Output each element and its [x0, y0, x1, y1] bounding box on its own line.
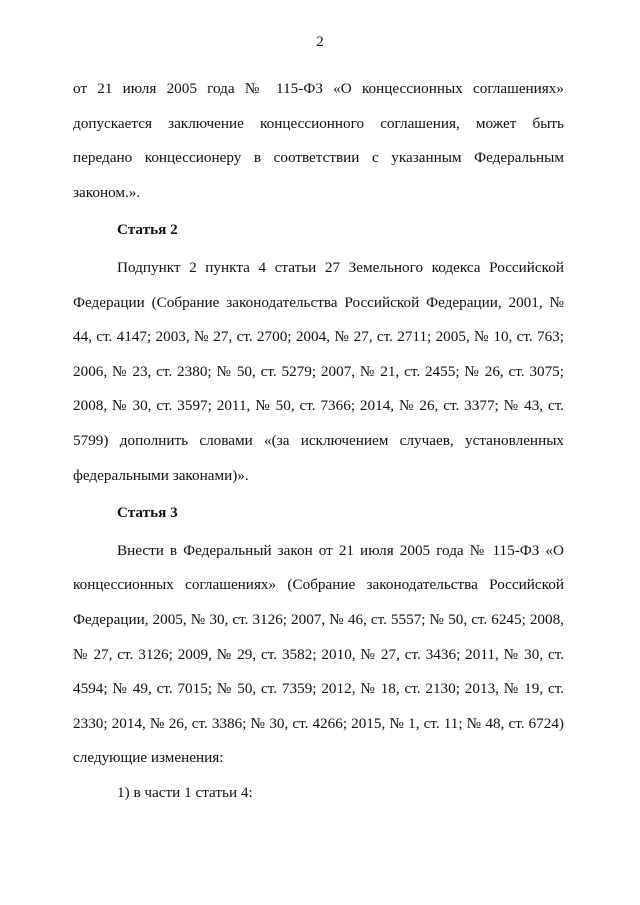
article-3-item-1: 1) в части 1 статьи 4: [117, 783, 253, 801]
article-2-text: Подпункт 2 пункта 4 статьи 27 Земельного кодекса Российской Федерации (Собрание законодательства Российской Федерации, 2001, № 44, ст. 4147; 2003, № 27, ст. 2700; 2004, № 27, ст. 2711; 2005, № 10, ст. 763; 2006, № 23, ст. 2380; № 50, ст. 5279; 2007, № 21, ст. 2455; № 26, ст. 3075; 2008, № 30, ст. 3597; 2011, № 50, ст. 7366; 2014, № 26, ст. 3377; № 43, ст. 5799) дополнить словами «(за исключением случаев, установленных федеральными законами)». [73, 258, 564, 484]
article-3-heading: Статья 3 [117, 504, 178, 522]
document-body [73, 72, 564, 810]
article-2-heading: Статья 2 [117, 221, 178, 239]
page-number: 2 [316, 34, 324, 50]
article-3-text: Внести в Федеральный закон от 21 июля 2005 года № 115-ФЗ «О концессионных соглашениях» (Собрание законодательства Российской Федерации, 2005, № 30, ст. 3126; 2007, № 46, ст. 5557; № 50, ст. 6245; 2008, № 27, ст. 3126; 2009, № 29, ст. 3582; 2010, № 27, ст. 3436; 2011, № 30, ст. 4594; № 49, ст. 7015; № 50, ст. 7359; 2012, № 18, ст. 2130; 2013, № 19, ст. 2330; 2014, № 26, ст. 3386; № 30, ст. 4266; 2015, № 1, ст. 11; № 48, ст. 6724) следующие изменения: [73, 541, 564, 767]
paragraph-continuation: от 21 июля 2005 года № 115-ФЗ «О концессионных соглашениях» допускается заключение концессионного соглашения, может быть передано концессионеру в соответствии с указанным Федеральным законом.». [73, 80, 564, 201]
